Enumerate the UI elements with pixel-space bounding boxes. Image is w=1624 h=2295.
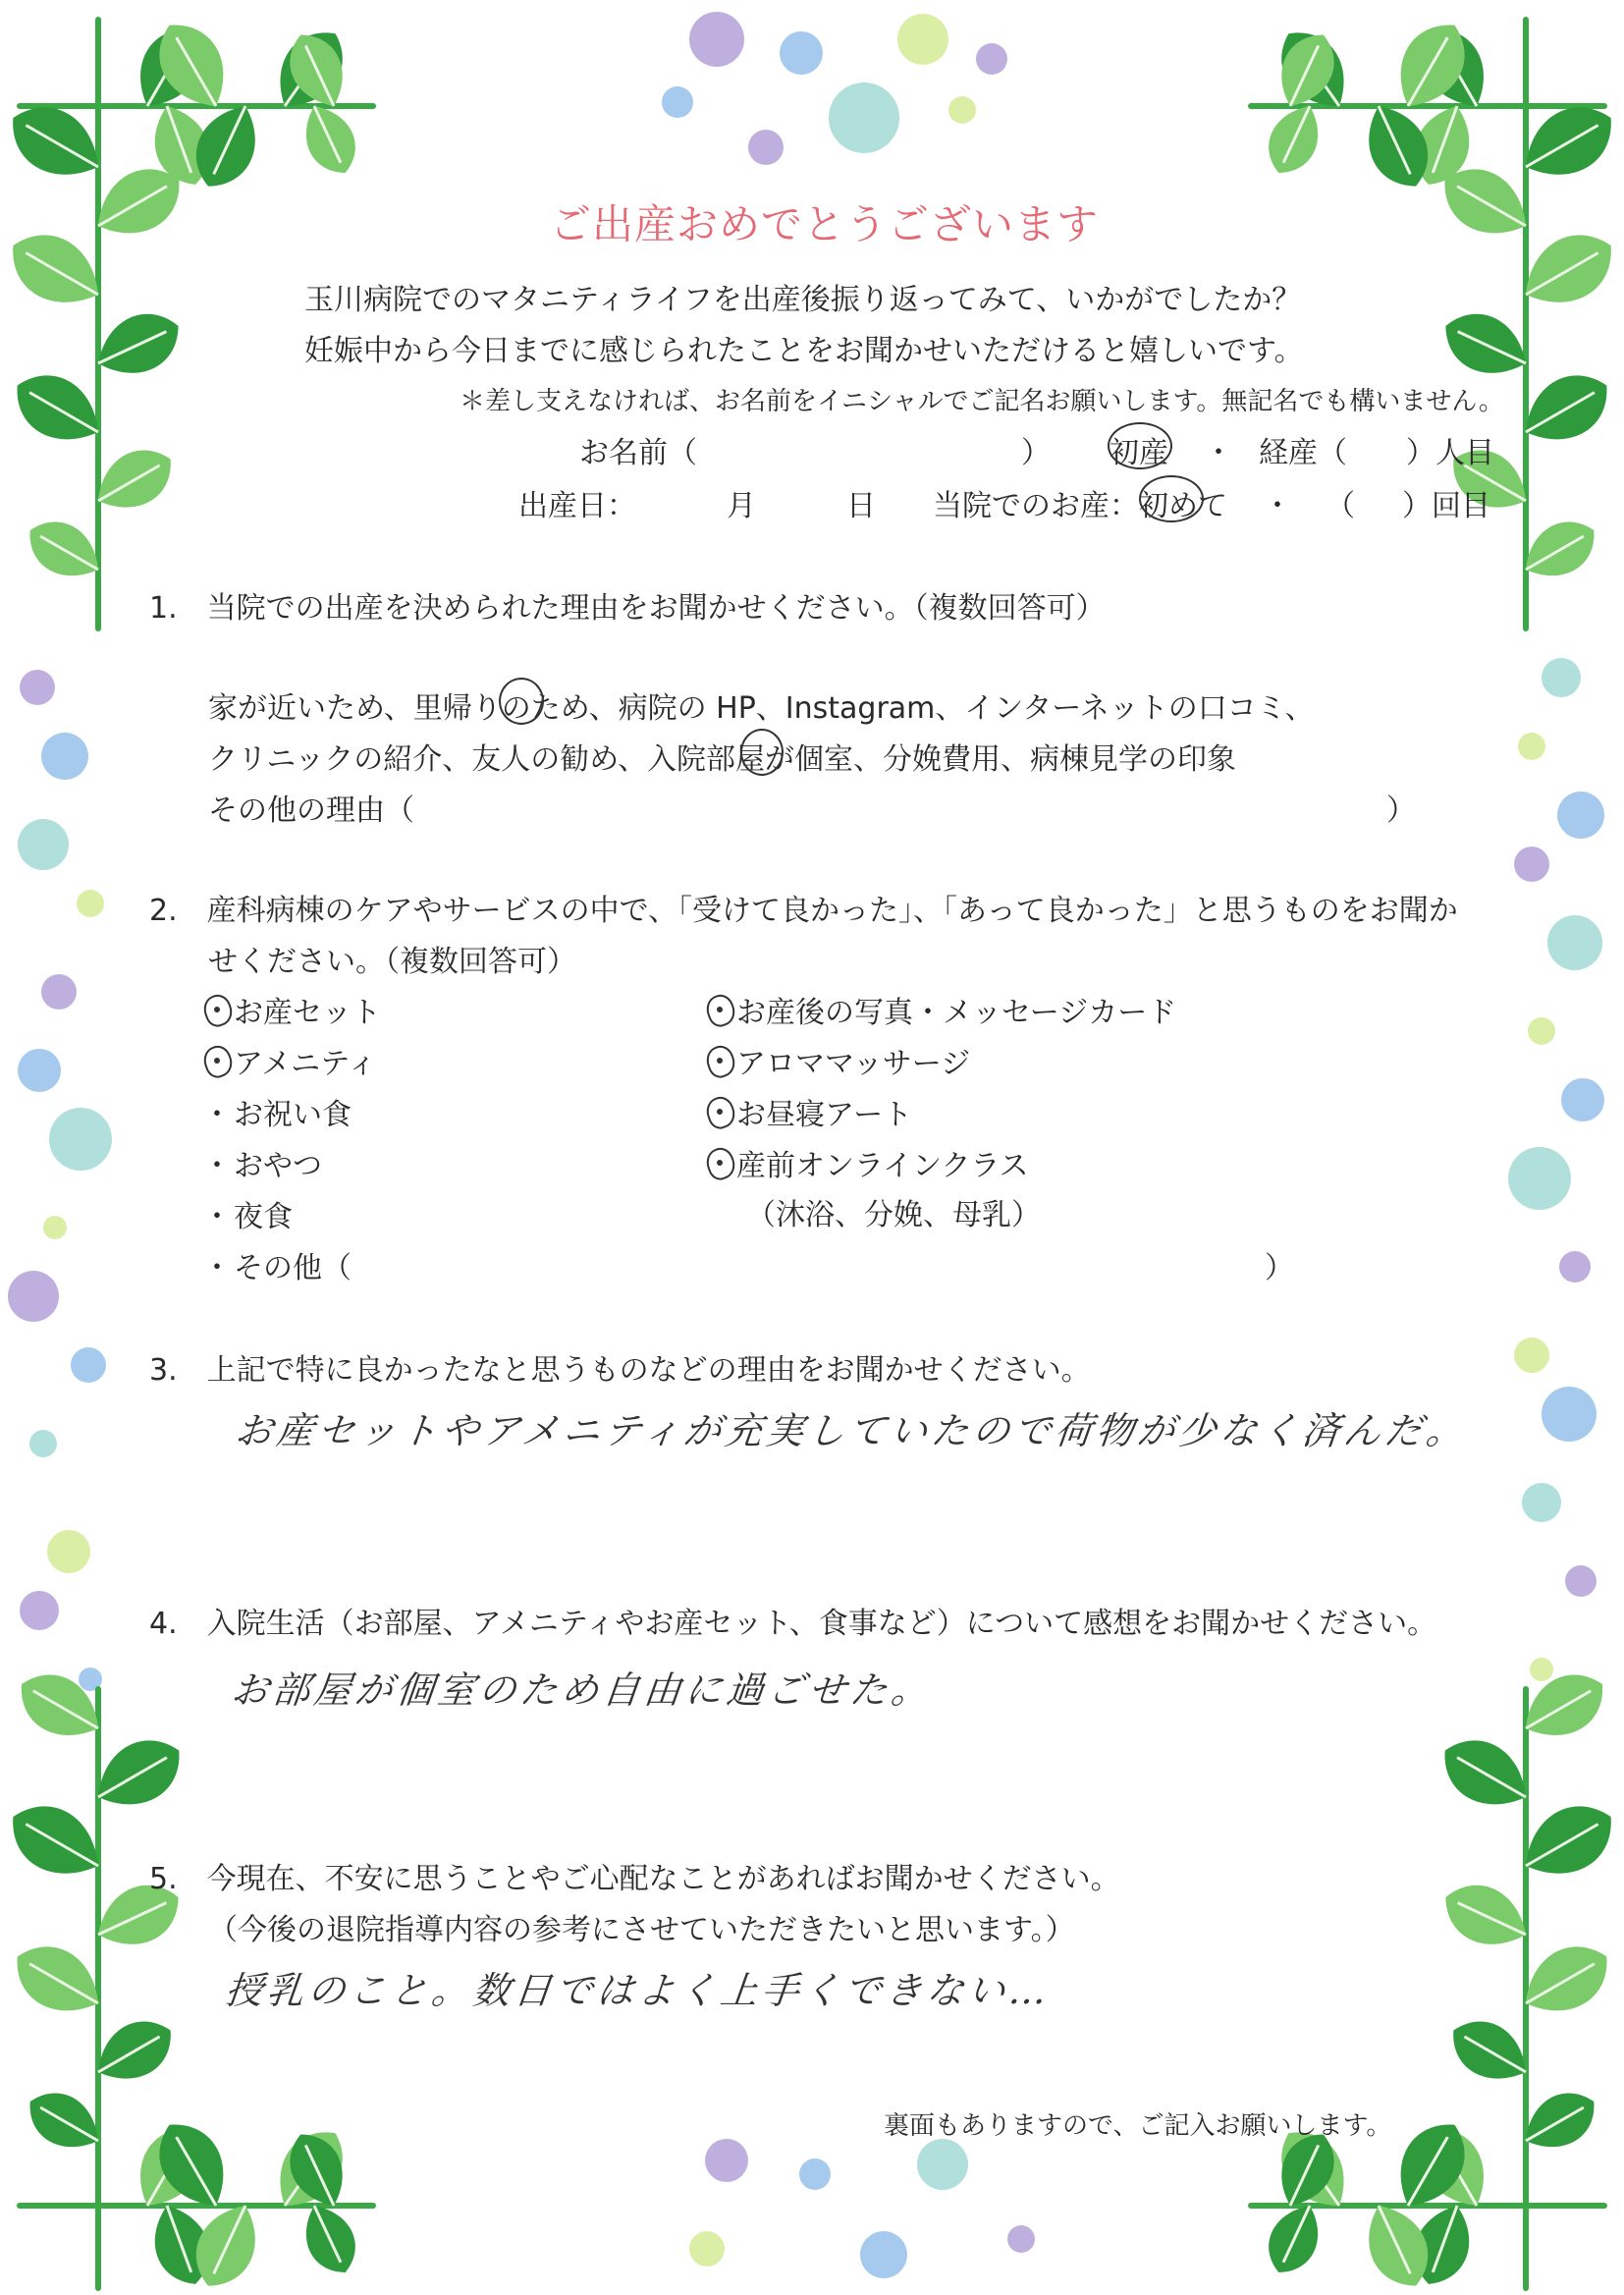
question-5-title: 5. 今現在、不安に思うことやご心配なことがあればお聞かせください。 [149, 1862, 1120, 1896]
question-1-line-2: クリニックの紹介、友人の勧め、入院部屋が個室、分娩費用、病棟見学の印象 [208, 742, 1236, 777]
selected-mark-icon [703, 993, 736, 1026]
decor-dot [43, 1216, 67, 1239]
bullet-icon: ・ [202, 1200, 232, 1234]
decor-dot [917, 2139, 968, 2190]
first-birth-option: 初産 [1110, 436, 1168, 470]
name-label: お名前（ [579, 436, 697, 470]
decor-dot [1514, 1338, 1549, 1373]
decor-dot [49, 1108, 112, 1171]
hometown-circle-mark [499, 678, 544, 725]
decor-dot [1007, 2225, 1035, 2253]
decor-dot [897, 14, 948, 65]
leaf-icon [294, 2196, 367, 2282]
day-label: 日 [846, 489, 876, 523]
bullet-icon: ・ [202, 1098, 232, 1132]
decor-dot [1522, 1483, 1561, 1522]
selected-mark-icon [703, 1146, 736, 1179]
decor-dot [705, 2139, 748, 2182]
right-option-label: お昼寝アート [736, 1098, 913, 1132]
back-side-notice: 裏面もありますので、ご記入お願いします。 [884, 2111, 1392, 2141]
hospital-birth-label: 当院でのお産：初めて [933, 489, 1227, 523]
left-option-6 [200, 1243, 1294, 1286]
birthday-label: 出産日： [518, 489, 636, 523]
right-option-label: お産後の写真・メッセージカード [736, 996, 1177, 1030]
decor-dot [1557, 792, 1604, 839]
decor-dot [689, 2231, 725, 2267]
question-2-title-line-1: 2. 産科病棟のケアやサービスの中で、「受けて良かった」、「あって良かった」と思うものをお聞か [149, 894, 1458, 928]
decor-dot [1565, 1565, 1597, 1597]
right-option-1 [703, 988, 1176, 1031]
left-option-label: お祝い食 [234, 1098, 352, 1132]
right-option-label: アロママッサージ [736, 1047, 971, 1081]
question-5-answer: 授乳のこと。数日ではよく上手くできない… [223, 1969, 1053, 2012]
decor-dot [1508, 1147, 1571, 1210]
name-close: ） [1021, 436, 1051, 470]
leaf-icon [294, 96, 367, 183]
bullet-icon: ・ [202, 1149, 232, 1183]
leaf-icon [1258, 2196, 1331, 2282]
page-title: ご出産おめでとうございます [550, 200, 1100, 248]
decor-dot [948, 96, 976, 124]
decor-dot [20, 670, 55, 705]
decor-dot [8, 1271, 59, 1322]
online-class-subtopics: （沐浴、分娩、母乳） [746, 1198, 1041, 1232]
separator-dot-2: ・ [1263, 489, 1292, 523]
decor-dot [41, 974, 77, 1010]
bullet-icon: ・ [202, 1251, 232, 1285]
decor-dot [20, 1591, 59, 1630]
question-1-line-1: 家が近いため、里帰りのため、病院の HP、Instagram、インターネットの口コミ、 [208, 691, 1315, 726]
question-3-title: 3. 上記で特に良かったなと思うものなどの理由をお聞かせください。 [149, 1353, 1091, 1388]
decor-dot [77, 890, 104, 917]
right-option-label: 産前オンラインクラス [736, 1149, 1029, 1183]
left-option-label: お産セット [234, 996, 381, 1030]
decor-dot [1530, 1658, 1553, 1681]
decor-dot [47, 1530, 90, 1573]
decor-dot [1518, 733, 1545, 760]
count-open: （ [1326, 489, 1355, 523]
selected-mark-icon [200, 1044, 234, 1077]
left-option-5 [200, 1192, 293, 1235]
leaf-icon [1434, 301, 1538, 388]
right-option-2 [703, 1039, 970, 1082]
first-birth-circle-mark [1108, 422, 1172, 469]
question-5-subtitle: （今後の退院指導内容の参考にさせていただきたいと思います。） [208, 1913, 1075, 1947]
left-option-1 [200, 988, 381, 1031]
decor-dot [1542, 658, 1581, 697]
selected-mark-icon [200, 993, 234, 1026]
decor-dot [799, 2158, 831, 2190]
month-label: 月 [727, 489, 756, 523]
first-time-circle-mark [1139, 475, 1204, 522]
question-2-title-line-2: せください。（複数回答可） [208, 945, 576, 979]
left-option-label: 夜食 [234, 1200, 293, 1234]
decor-dot [780, 31, 823, 75]
decor-dot [1559, 1251, 1591, 1283]
question-1-title: 1. 当院での出産を決められた理由をお聞かせください。（複数回答可） [149, 591, 1106, 626]
decor-dot [748, 130, 784, 165]
decor-dot [18, 819, 69, 870]
decor-dot [1514, 847, 1549, 882]
selected-mark-icon [703, 1044, 736, 1077]
question-3-answer: お産セットやアメニティが充実していたので荷物が少なく済んだ。 [233, 1409, 1470, 1452]
question-1-line-3: その他の理由（ ） [208, 793, 1416, 828]
name-note: ＊差し支えなければ、お名前をイニシャルでご記名お願いします。無記名でも構いません。 [460, 387, 1504, 416]
decor-dot [1528, 1017, 1555, 1045]
decor-dot [662, 86, 693, 118]
leaf-icon [1258, 96, 1331, 183]
decor-dot [29, 1430, 57, 1457]
decor-dot [1542, 1387, 1597, 1442]
separator-dot: ・ [1204, 436, 1233, 470]
left-option-label: おやつ [234, 1149, 322, 1183]
decor-dot [829, 82, 899, 153]
left-option-3 [200, 1090, 352, 1133]
leaf-icon [86, 301, 190, 388]
question-4-answer: お部屋が個室のため自由に過ごせた。 [229, 1668, 935, 1712]
multi-birth-option: 経産（ [1259, 436, 1347, 470]
decor-dot [689, 12, 744, 67]
decor-dot [976, 43, 1007, 75]
left-option-label: アメニティ [234, 1047, 377, 1081]
leaf-icon [1434, 1872, 1538, 1959]
count-close: ）回目 [1402, 489, 1490, 523]
left-option-4 [200, 1141, 322, 1184]
left-option-label: その他（ ） [234, 1251, 1294, 1285]
question-4-title: 4. 入院生活（お部屋、アメニティやお産セット、食事など）について感想をお聞かせください。 [149, 1607, 1437, 1641]
selected-mark-icon [703, 1095, 736, 1128]
intro-line-1: 玉川病院でのマタニティライフを出産後振り返ってみて、いかがでしたか？ [304, 283, 1302, 317]
decor-dot [1547, 915, 1602, 970]
left-option-2 [200, 1039, 377, 1082]
private-room-circle-mark [740, 729, 784, 776]
multi-birth-close: ）人目 [1406, 436, 1494, 470]
decor-dot [18, 1049, 61, 1092]
decor-dot [71, 1347, 106, 1383]
right-option-4 [703, 1141, 1029, 1184]
decor-dot [1561, 1078, 1604, 1121]
right-option-3 [703, 1090, 912, 1133]
decor-dot [41, 733, 88, 780]
intro-line-2: 妊娠中から今日までに感じられたことをお聞かせいただけると嬉しいです。 [304, 334, 1304, 368]
decor-dot [860, 2231, 907, 2278]
